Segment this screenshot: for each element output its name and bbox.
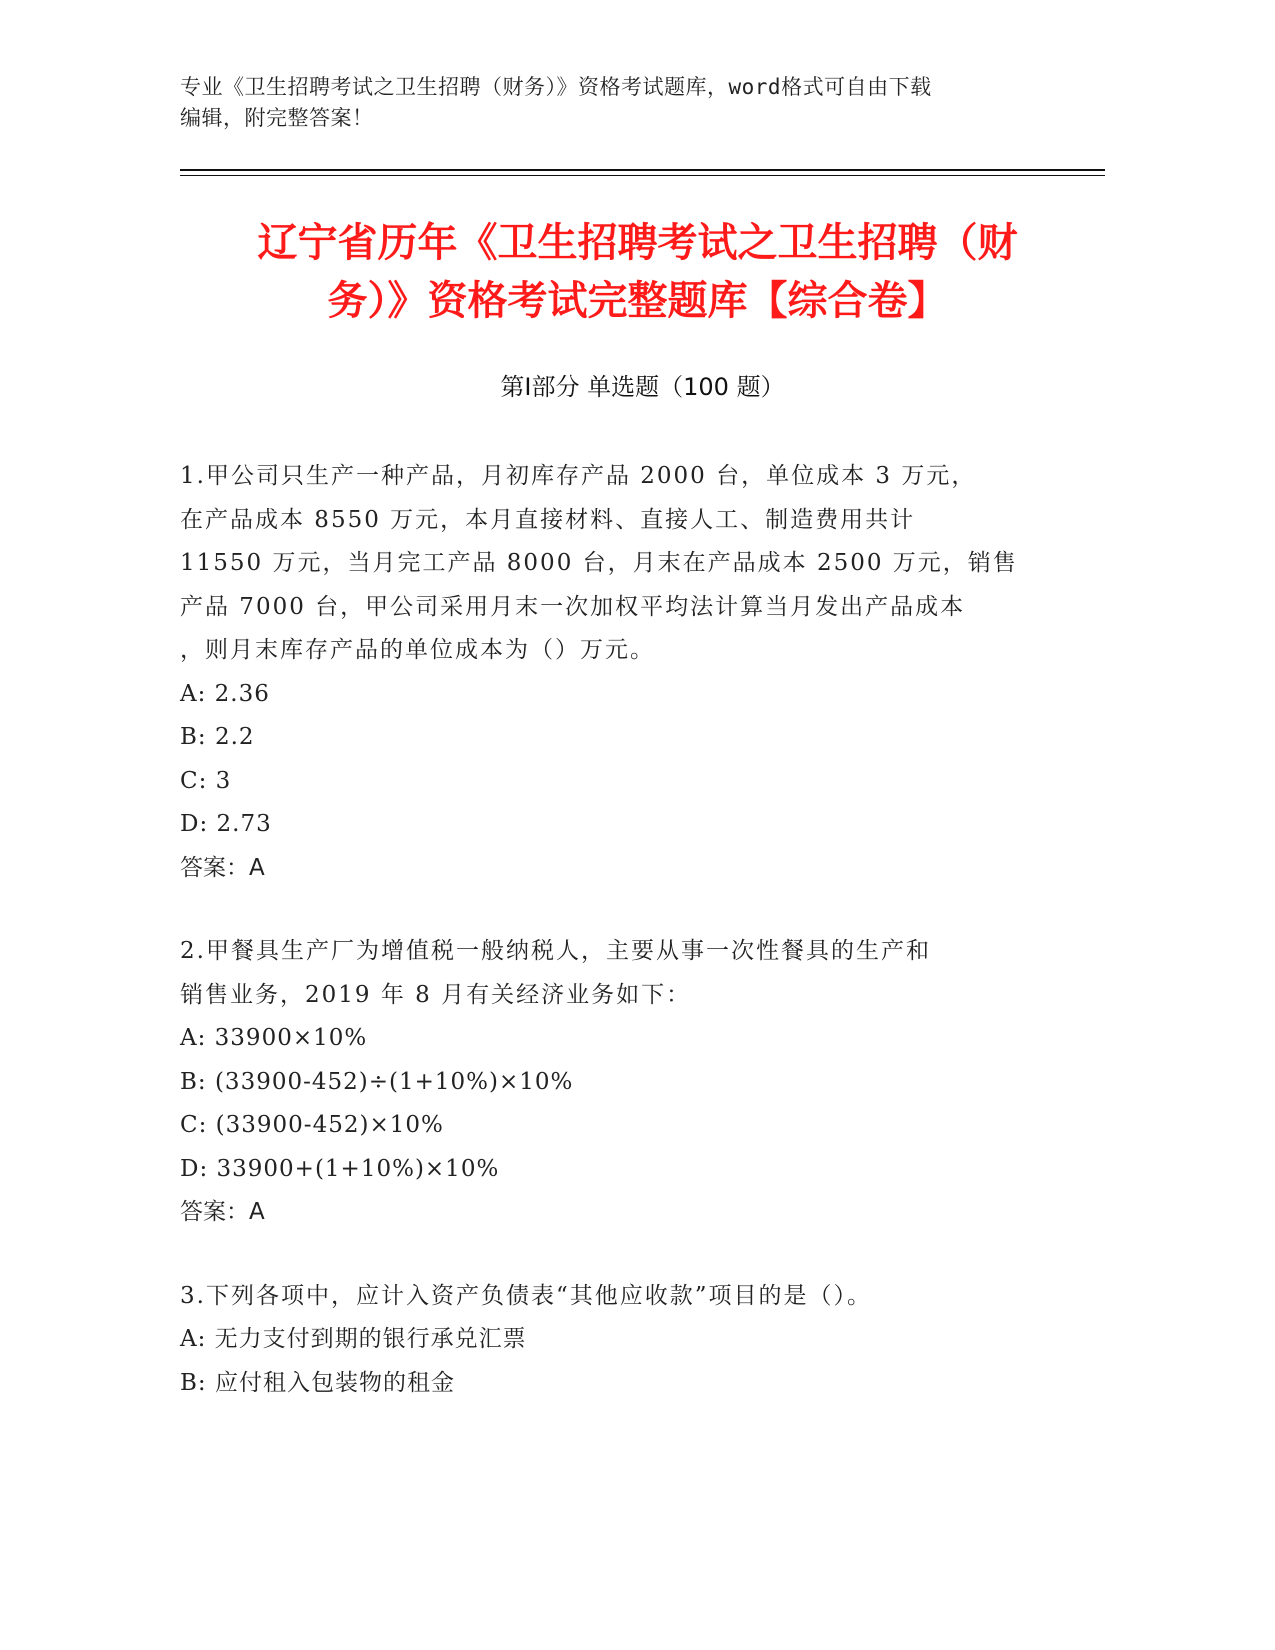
option-c: C: 3 (180, 767, 232, 794)
question-text: 销售业务，2019 年 8 月有关经济业务如下： (180, 981, 692, 1008)
header-divider-thick (180, 169, 1105, 171)
answer: 答案：A (180, 854, 265, 881)
question-text: 在产品成本 8550 万元，本月直接材料、直接人工、制造费用共计 (180, 506, 916, 533)
question-text: 11550 万元，当月完工产品 8000 台，月末在产品成本 2500 万元，销售 (180, 550, 1018, 576)
question-text: 2.甲餐具生产厂为增值税一般纳税人，主要从事一次性餐具的生产和 (180, 938, 931, 964)
question-3 (180, 1275, 1040, 1406)
question-text: 产品 7000 台，甲公司采用月末一次加权平均法计算当月发出产品成本 (180, 593, 966, 620)
document-title-line: 务）》资格考试完整题库【综合卷】 (327, 278, 948, 324)
question-text: 3.下列各项中，应计入资产负债表“其他应收款”项目的是（）。 (180, 1282, 872, 1309)
header-note-line: 专业《卫生招聘考试之卫生招聘（财务）》资格考试题库，word格式可自由下载 (180, 75, 932, 99)
option-c: C: (33900-452)×10% (180, 1112, 444, 1138)
answer: 答案：A (180, 1199, 265, 1225)
header-note-line: 编辑，附完整答案！ (180, 106, 374, 130)
header-divider-thin (180, 175, 1105, 176)
question-text: ，则月末库存产品的单位成本为（）万元。 (180, 637, 655, 663)
option-d: D: 33900+(1+10%)×10% (180, 1155, 500, 1182)
question-1 (180, 455, 1040, 890)
document-title-line: 辽宁省历年《卫生招聘考试之卫生招聘（财 (257, 220, 1018, 266)
option-a: A: 33900×10% (180, 1025, 368, 1051)
question-2 (180, 930, 1040, 1235)
option-a: A: 无力支付到期的银行承兑汇票 (180, 1326, 527, 1352)
question-text: 1.甲公司只生产一种产品，月初库存产品 2000 台，单位成本 3 万元， (180, 463, 977, 489)
option-d: D: 2.73 (180, 811, 272, 837)
option-b: B: (33900-452)÷(1+10%)×10% (180, 1068, 574, 1095)
header-note (180, 72, 1060, 134)
document-title (150, 214, 1125, 330)
section-title: 第Ⅰ部分 单选题（100 题） (500, 373, 785, 401)
option-a: A: 2.36 (180, 680, 270, 707)
question-list (180, 455, 1040, 1445)
option-b: B: 应付租入包装物的租金 (180, 1369, 455, 1396)
option-b: B: 2.2 (180, 724, 255, 750)
